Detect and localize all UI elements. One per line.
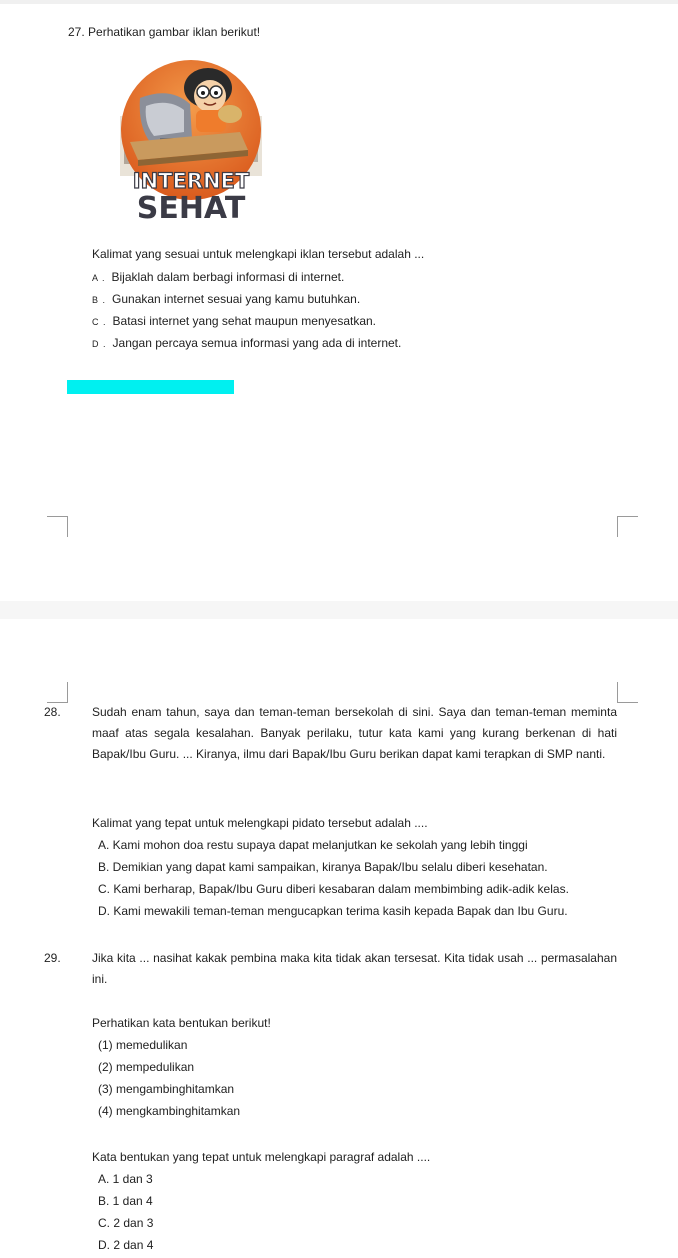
crop-mark-top-right (617, 516, 638, 537)
option-b[interactable]: B. Demikian yang dapat kami sampaikan, kiranya Bapak/Ibu selalu diberi kesehatan. (98, 860, 548, 874)
word-item: (2) mempedulikan (98, 1060, 195, 1074)
word-item: (3) mengambinghitamkan (98, 1082, 235, 1096)
question-27-title: 27. Perhatikan gambar iklan berikut! (68, 25, 261, 39)
question-28-block (92, 812, 569, 922)
option-d[interactable]: D. 2 dan 4 (98, 1238, 154, 1252)
question-28-prompt: Kalimat yang tepat untuk melengkapi pidato tersebut adalah .... (92, 816, 428, 830)
option-c[interactable]: C . Batasi internet yang sehat maupun menyesatkan. (92, 314, 377, 328)
ad-illustration (120, 46, 262, 228)
crop-mark-top-left (47, 516, 68, 537)
crop-mark-bottom-right (617, 682, 638, 703)
crop-mark-bottom-left (47, 682, 68, 703)
option-b[interactable]: B . Gunakan internet sesuai yang kamu butuhkan. (92, 292, 361, 306)
option-a[interactable]: A. Kami mohon doa restu supaya dapat melanjutkan ke sekolah yang lebih tinggi (98, 838, 528, 852)
question-28-paragraph: 28. Sudah enam tahun, saya dan teman-teman bersekolah di sini. Saya dan teman-teman meminta maaf atas segala kesalahan. Banyak perilaku, tutur kata kami yang kurang berkenan di hati Bapak/Ibu Guru. ... Kiranya, ilmu dari Bapak/Ibu Guru berikan dapat kami terapkan di SMP nanti. (44, 705, 617, 761)
option-a[interactable]: A . Bijaklah dalam berbagi informasi di internet. (92, 270, 345, 284)
question-27-prompt: Kalimat yang sesuai untuk melengkapi iklan tersebut adalah ... (92, 247, 425, 261)
option-c[interactable]: C. 2 dan 3 (98, 1216, 154, 1230)
option-d[interactable]: D . Jangan percaya semua informasi yang ada di internet. (92, 336, 402, 350)
question-29-paragraph: 29. Jika kita ... nasihat kakak pembina maka kita tidak akan tersesat. Kita tidak usah ... permasalahan ini. (44, 951, 617, 986)
internet-sehat-ad-image (120, 46, 262, 228)
question-29-instruction: Perhatikan kata bentukan berikut! (92, 1016, 271, 1030)
page-break (0, 601, 678, 619)
option-d[interactable]: D. Kami mewakili teman-teman mengucapkan terima kasih kepada Bapak dan Ibu Guru. (98, 904, 568, 918)
word-item: (4) mengkambinghitamkan (98, 1104, 241, 1118)
ad-title-internet: INTERNET (132, 169, 250, 193)
top-edge (0, 0, 678, 4)
text-highlight-bar (67, 380, 234, 394)
word-item: (1) memedulikan (98, 1038, 188, 1052)
question-29-prompt: Kata bentukan yang tepat untuk melengkapi paragraf adalah .... (92, 1150, 431, 1164)
option-c[interactable]: C. Kami berharap, Bapak/Ibu Guru diberi kesabaran dalam membimbing adik-adik kelas. (98, 882, 569, 896)
question-27-options (92, 266, 401, 354)
option-b[interactable]: B. 1 dan 4 (98, 1194, 153, 1208)
question-29-block (92, 1146, 430, 1256)
option-a[interactable]: A. 1 dan 3 (98, 1172, 153, 1186)
question-29-words (92, 1012, 271, 1122)
ad-title-sehat: SEHAT (136, 191, 246, 226)
